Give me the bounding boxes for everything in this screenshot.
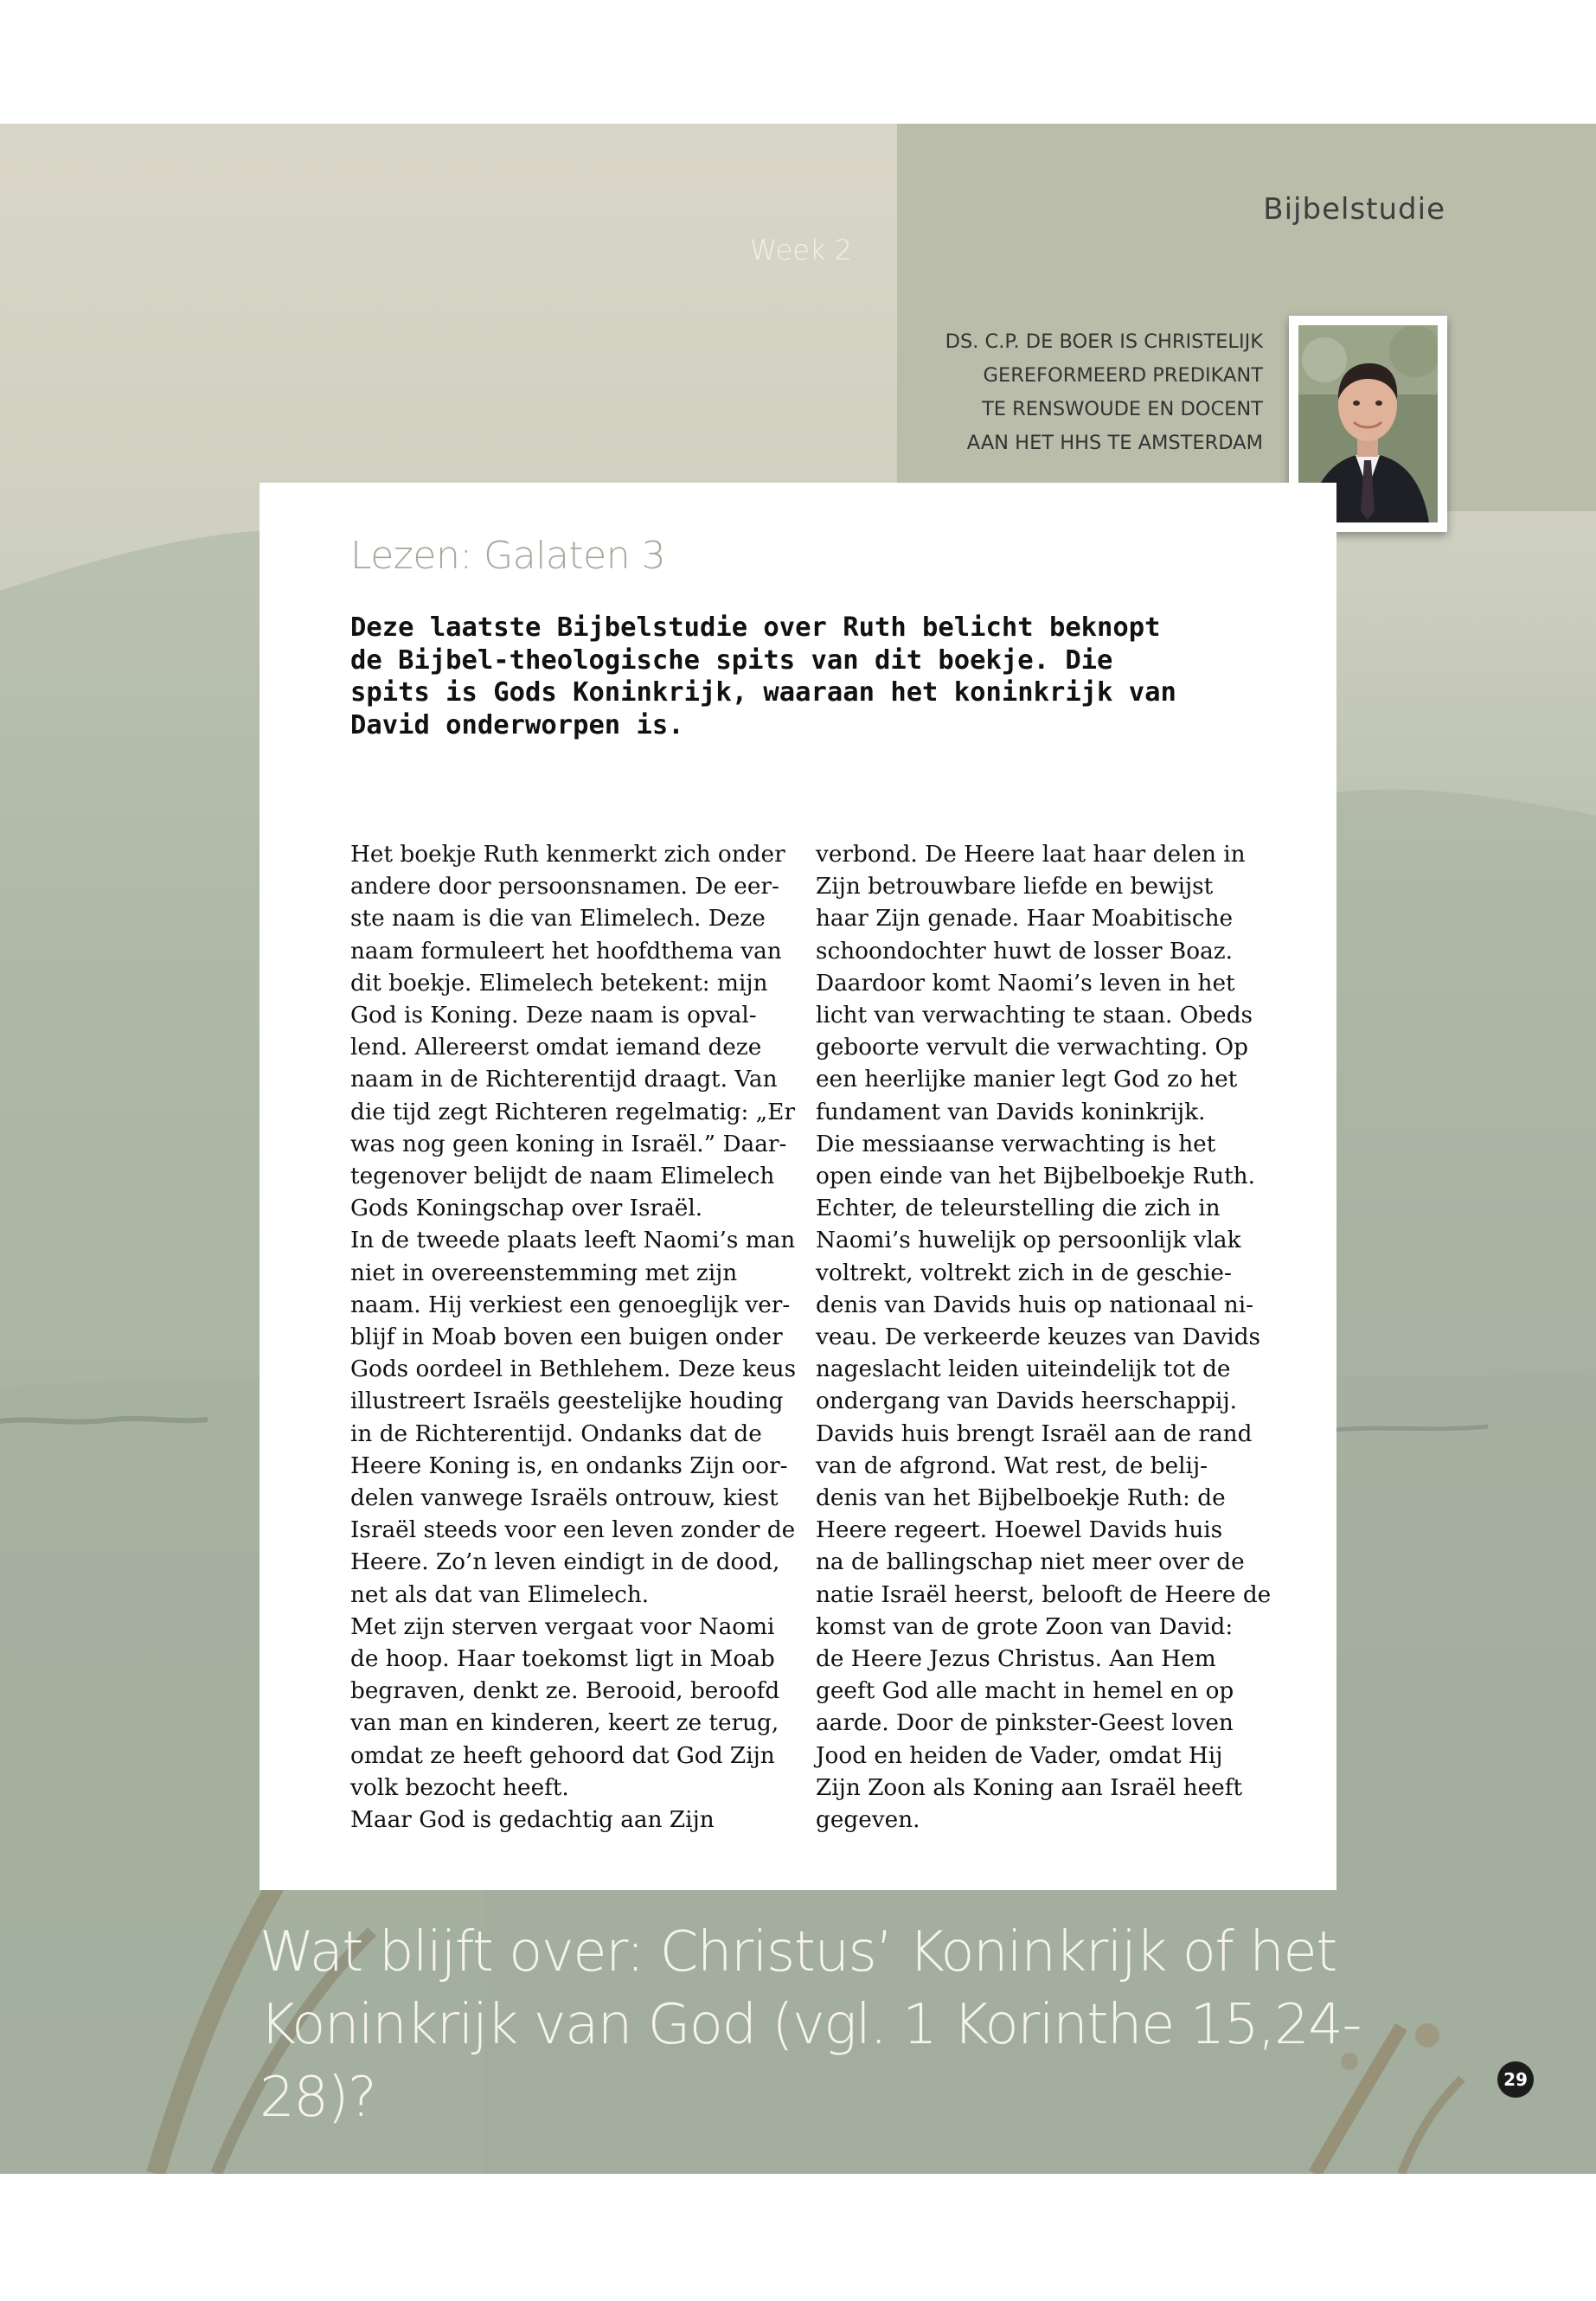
author-bio-line: AAN HET HHS TE AMSTERDAM <box>966 432 1263 454</box>
author-bio-line: GEREFORMEERD PREDIKANT <box>983 364 1263 387</box>
body-line: een heerlijke manier legt God zo het <box>816 1067 1238 1093</box>
body-line: Gods oordeel in Bethlehem. Deze keus <box>350 1356 797 1383</box>
page-number: 29 <box>1497 2061 1534 2098</box>
body-line: na de ballingschap niet meer over de <box>816 1549 1245 1576</box>
body-line: Zijn betrouwbare liefde en bewijst <box>816 874 1214 901</box>
week-label: Week 2 <box>749 234 852 266</box>
body-column-left <box>350 839 800 1836</box>
body-line: Het boekje Ruth kenmerkt zich onder <box>350 842 785 868</box>
author-bio <box>900 325 1263 460</box>
author-bio-line: DS. C.P. DE BOER IS CHRISTELIJK <box>945 330 1263 353</box>
intro-line: David onderworpen is. <box>350 709 684 740</box>
closing-question <box>260 1916 1471 2134</box>
body-line: God is Koning. Deze naam is opval- <box>350 1003 757 1029</box>
body-line: illustreert Israëls geestelijke houding <box>350 1388 784 1415</box>
body-line: ondergang van Davids heerschappij. <box>816 1388 1237 1415</box>
body-line: omdat ze heeft gehoord dat God Zijn <box>350 1742 775 1769</box>
body-line: van man en kinderen, keert ze terug, <box>350 1710 779 1737</box>
body-line: niet in overeenstemming met zijn <box>350 1259 738 1286</box>
intro-line: spits is Gods Koninkrijk, waaraan het koninkrijk van <box>350 677 1176 708</box>
body-line: Davids huis brengt Israël aan de rand <box>816 1420 1253 1447</box>
body-line: geboorte vervult die verwachting. Op <box>816 1035 1248 1061</box>
body-line: Daardoor komt Naomi’s leven in het <box>816 970 1235 997</box>
body-line: blijf in Moab boven een buigen onder <box>350 1324 783 1351</box>
body-line: schoondochter huwt de losser Boaz. <box>816 938 1233 965</box>
body-line: nageslacht leiden uiteindelijk tot de <box>816 1356 1231 1383</box>
body-line: net als dat van Elimelech. <box>350 1581 650 1608</box>
question-line: Wat blijft over: Christus’ Koninkrijk of het <box>260 1920 1336 1984</box>
body-line: tegenover belijdt de naam Elimelech <box>350 1163 775 1190</box>
body-line: aarde. Door de pinkster-Geest loven <box>816 1710 1234 1737</box>
body-line: Heere Koning is, en ondanks Zijn oor- <box>350 1452 788 1479</box>
body-line: de hoop. Haar toekomst ligt in Moab <box>350 1646 775 1673</box>
body-line: geeft God alle macht in hemel en op <box>816 1678 1234 1705</box>
body-line: haar Zijn genade. Haar Moabitische <box>816 906 1234 933</box>
body-line: Heere. Zo’n leven eindigt in de dood, <box>350 1549 780 1576</box>
body-line: denis van het Bijbelboekje Ruth: de <box>816 1485 1226 1512</box>
body-line: naam in de Richterentijd draagt. Van <box>350 1067 778 1093</box>
body-line: andere door persoonsnamen. De eer- <box>350 874 779 901</box>
body-column-right <box>816 839 1272 1836</box>
body-line: natie Israël heerst, belooft de Heere de <box>816 1581 1272 1608</box>
intro-line: de Bijbel-theologische spits van dit boekje. Die <box>350 644 1113 676</box>
body-line: In de tweede plaats leeft Naomi’s man <box>350 1227 796 1254</box>
body-line: veau. De verkeerde keuzes van Davids <box>816 1324 1261 1351</box>
intro-paragraph <box>350 612 1267 741</box>
body-line: in de Richterentijd. Ondanks dat de <box>350 1420 762 1447</box>
body-line: Die messiaanse verwachting is het <box>816 1131 1216 1157</box>
body-line: Zijn Zoon als Koning aan Israël heeft <box>816 1774 1243 1801</box>
body-line: ste naam is die van Elimelech. Deze <box>350 906 766 933</box>
body-line: verbond. De Heere laat haar delen in <box>816 842 1246 868</box>
body-line: licht van verwachting te staan. Obeds <box>816 1003 1253 1029</box>
body-line: Israël steeds voor een leven zonder de <box>350 1517 796 1544</box>
body-line: was nog geen koning in Israël.” Daar- <box>350 1131 787 1157</box>
body-line: open einde van het Bijbelboekje Ruth. <box>816 1163 1255 1190</box>
body-line: de Heere Jezus Christus. Aan Hem <box>816 1646 1216 1673</box>
body-line: gegeven. <box>816 1807 920 1834</box>
body-line: begraven, denkt ze. Berooid, beroofd <box>350 1678 780 1705</box>
intro-line: Deze laatste Bijbelstudie over Ruth belicht beknopt <box>350 612 1161 643</box>
body-line: volk bezocht heeft. <box>350 1774 569 1801</box>
author-bio-line: TE RENSWOUDE EN DOCENT <box>982 398 1263 420</box>
body-line: Maar God is gedachtig aan Zijn <box>350 1807 715 1834</box>
body-line: Jood en heiden de Vader, omdat Hij <box>816 1742 1223 1769</box>
body-line: denis van Davids huis op nationaal ni- <box>816 1292 1254 1318</box>
body-line: fundament van Davids koninkrijk. <box>816 1099 1206 1125</box>
body-line: dit boekje. Elimelech betekent: mijn <box>350 970 768 997</box>
body-line: naam. Hij verkiest een genoeglijk ver- <box>350 1292 791 1318</box>
section-label: Bijbelstudie <box>1263 192 1445 227</box>
body-line: naam formuleert het hoofdthema van <box>350 938 782 965</box>
body-line: Naomi’s huwelijk op persoonlijk vlak <box>816 1227 1241 1254</box>
body-line: voltrekt, voltrekt zich in de geschie- <box>816 1259 1232 1286</box>
body-line: Met zijn sterven vergaat voor Naomi <box>350 1613 775 1640</box>
question-line: Koninkrijk van God (vgl. 1 Korinthe 15,24-28)? <box>260 1993 1361 2130</box>
body-line: delen vanwege Israëls ontrouw, kiest <box>350 1485 779 1512</box>
body-line: Gods Koningschap over Israël. <box>350 1195 703 1222</box>
body-line: komst van de grote Zoon van David: <box>816 1613 1234 1640</box>
body-line: lend. Allereerst omdat iemand deze <box>350 1035 762 1061</box>
body-line: Echter, de teleurstelling die zich in <box>816 1195 1221 1222</box>
body-line: van de afgrond. Wat rest, de belij- <box>816 1452 1208 1479</box>
body-line: Heere regeert. Hoewel Davids huis <box>816 1517 1223 1544</box>
body-line: die tijd zegt Richteren regelmatig: „Er <box>350 1099 796 1125</box>
reading-reference: Lezen: Galaten 3 <box>350 534 666 578</box>
